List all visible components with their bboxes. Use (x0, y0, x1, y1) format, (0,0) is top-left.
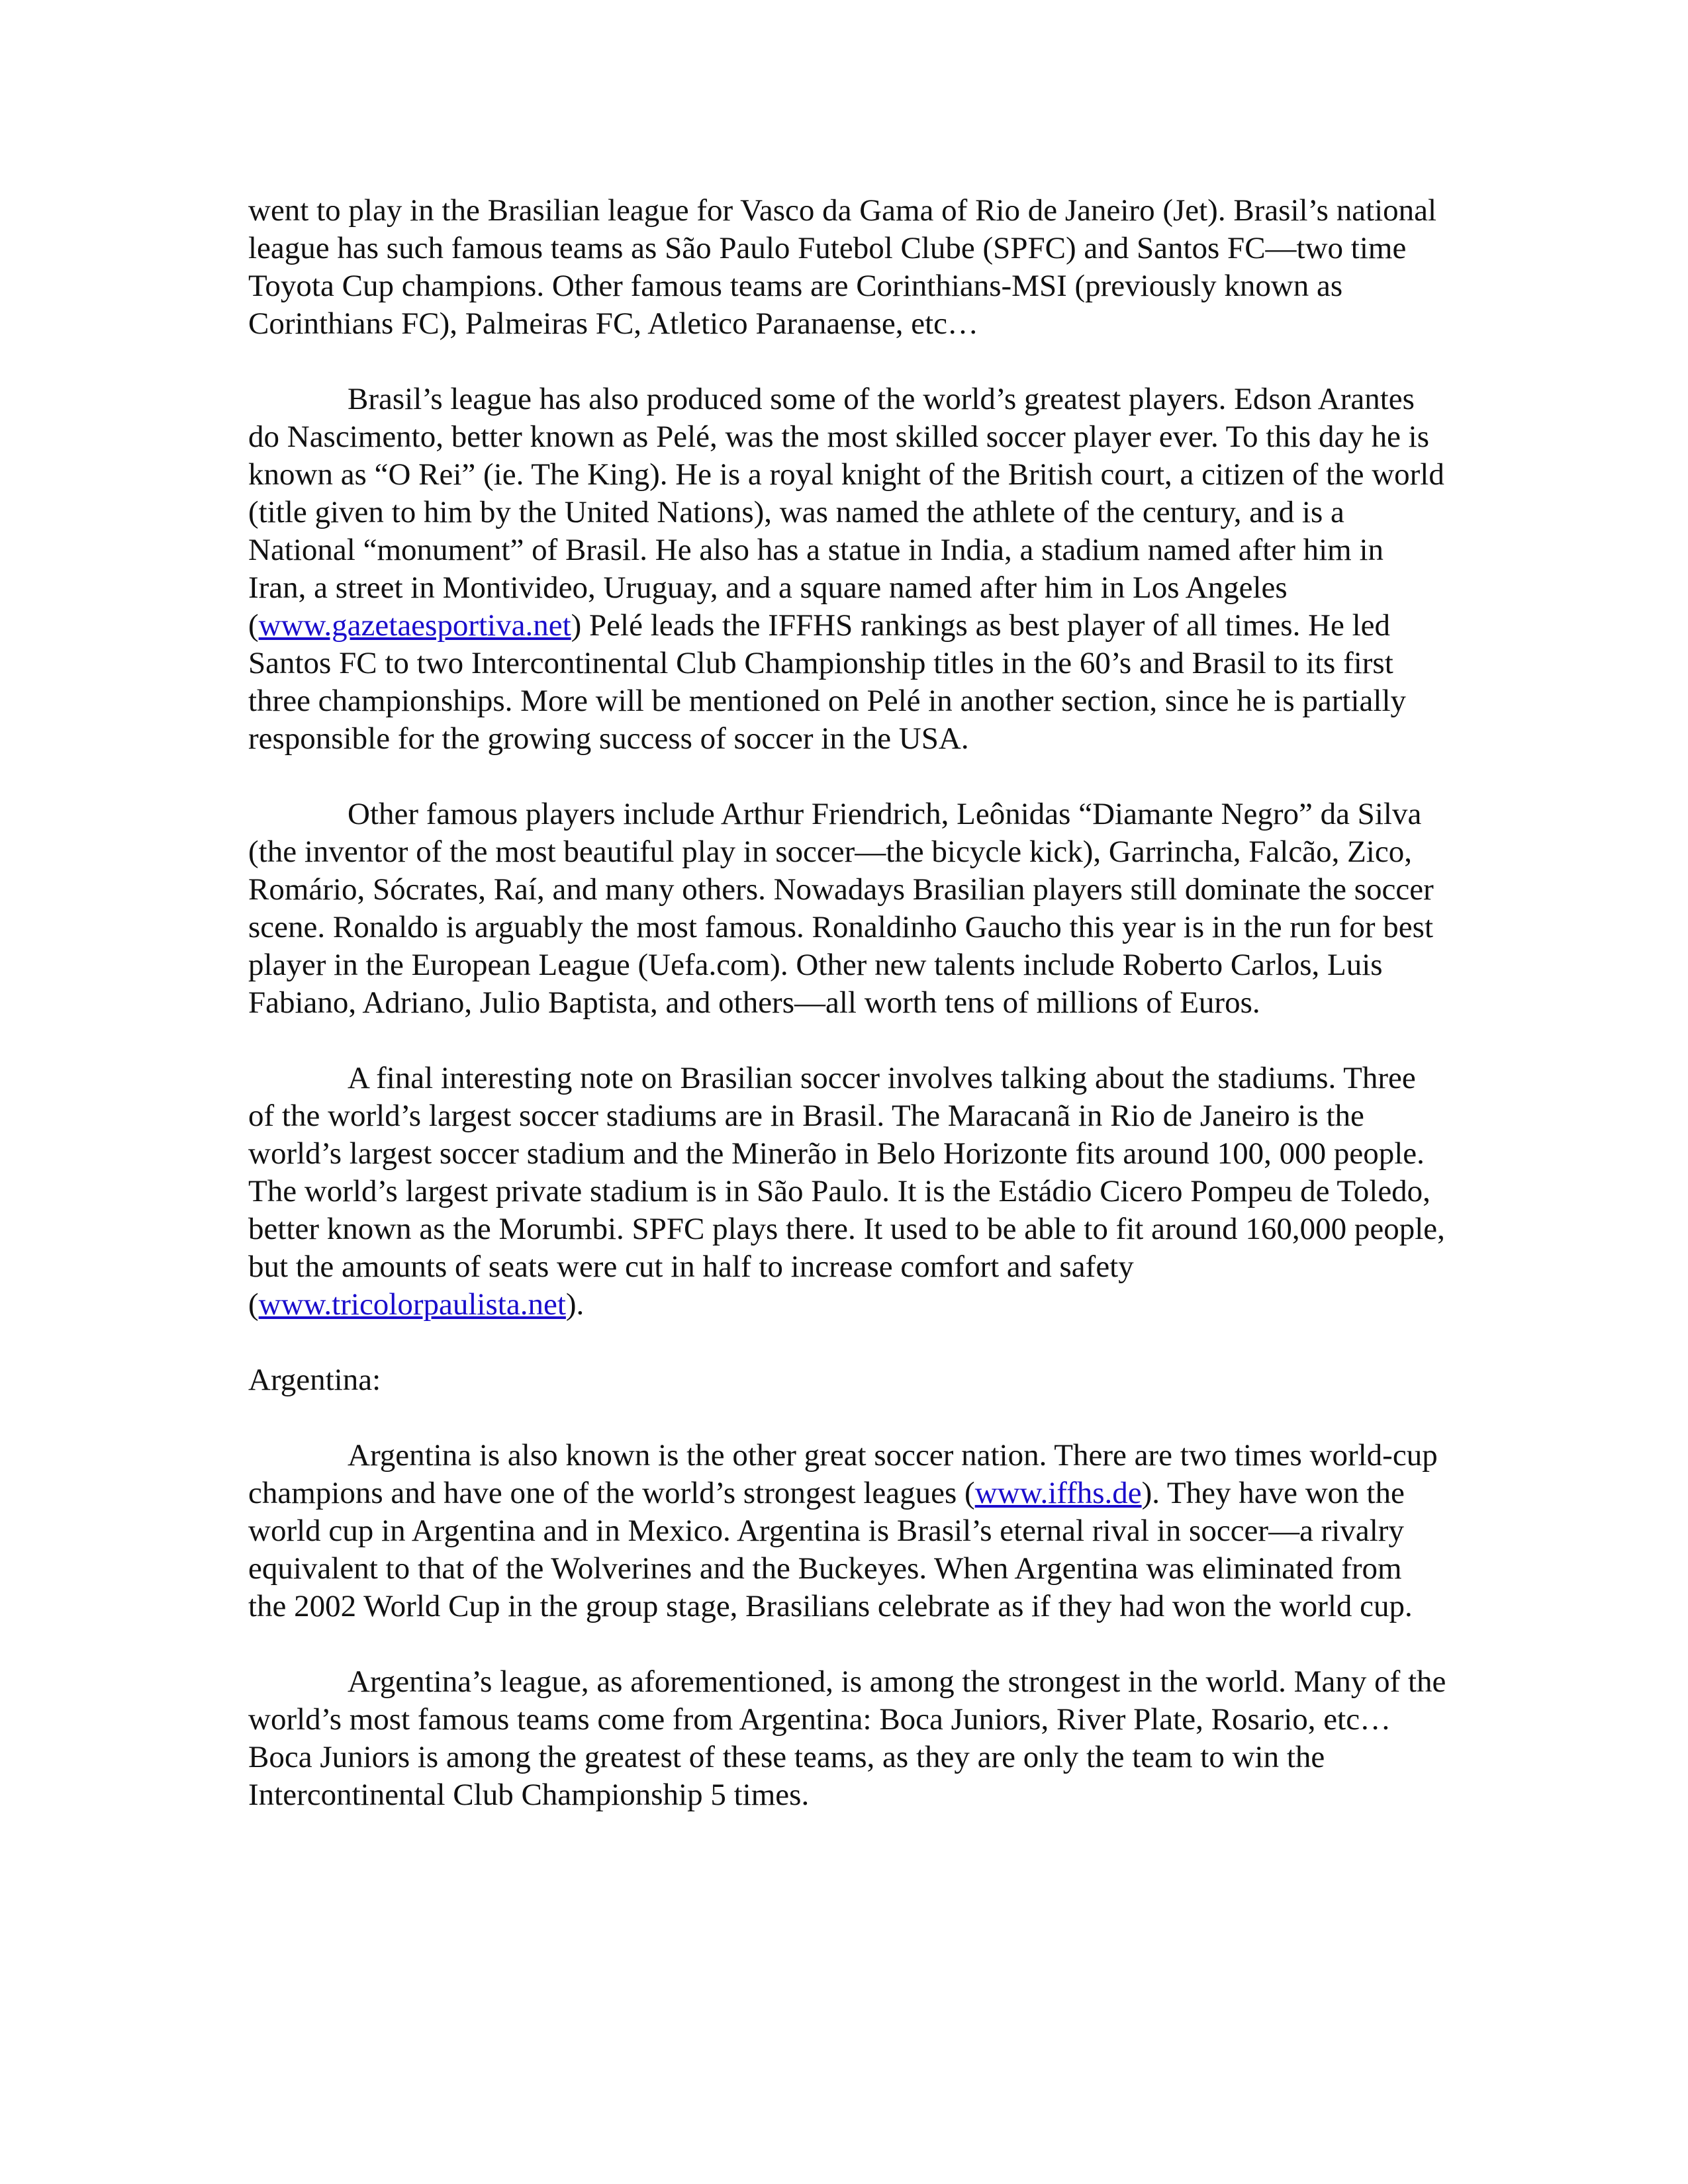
paragraph-text: ) Pelé leads the IFFHS rankings as best player of all times. He led Santos FC to two Intercontinental Club Championship titles in the 60’s and Brasil to its first three championships. More will be mentioned on Pelé in another section, since he is partially responsible for the growing success of soccer in the USA. (248, 608, 1407, 756)
section-heading-argentina: Argentina: (248, 1363, 381, 1397)
paragraph-text: Other famous players include Arthur Friendrich, Leônidas “Diamante Negro” da Silva (the inventor of the most beautiful play in soccer—the bicycle kick), Garrincha, Falcão, Zico, Romário, Sócrates, Raí, and many others. Nowadays Brasilian players still dominate the soccer scene. Ronaldo is arguably the most famous. Ronaldinho Gaucho this year is in the run for best player in the European League (Uefa.com). Other new talents include Roberto Carlos, Luis Fabiano, Adriano, Julio Baptista, and others—all worth tens of millions of Euros. (248, 797, 1434, 1020)
paragraph-text: Argentina is also known is the other great soccer nation. There are two times world-cup champions and have one of the world’s strongest leagues ( (248, 1438, 1438, 1510)
paragraph-text: ). They have won the world cup in Argentina and in Mexico. Argentina is Brasil’s eternal rival in soccer—a rivalry equivalent to that of the Wolverines and the Buckeyes. When Argentina was eliminated from the 2002 World Cup in the group stage, Brasilians celebrate as if they had won the world cup. (248, 1476, 1413, 1623)
paragraph-text: went to play in the Brasilian league for Vasco da Gama of Rio de Janeiro (Jet). Brasil’s national league has such famous teams as São Paulo Futebol Clube (SPFC) and Santos FC—two time Toyota Cup champions. Other famous teams are Corinthians-MSI (previously known as Corinthians FC), Palmeiras FC, Atletico Paranaense, etc… (248, 193, 1437, 341)
paragraph-text: Brasil’s league has also produced some of the world’s greatest players. Edson Arantes do Nascimento, better known as Pelé, was the most skilled soccer player ever. To this day he is known as “O Rei” (ie. The King). He is a royal knight of the British court, a citizen of the world (title given to him by the United Nations), was named the athlete of the century, and is a National “monument” of Brasil. He also has a statue in India, a stadium named after him in Iran, a street in Montivideo, Uruguay, and a square named after him in Los Angeles ( (248, 382, 1444, 643)
paragraph-text: Argentina’s league, as aforementioned, is among the strongest in the world. Many of the world’s most famous teams come from Argentina: Boca Juniors, River Plate, Rosario, etc… Boca Juniors is among the greatest of these teams, as they are only the team to win the Intercontinental Club Championship 5 times. (248, 1664, 1446, 1812)
paragraph-stadiums (248, 1060, 1446, 1324)
paragraph-pele (248, 381, 1446, 758)
paragraph-text: A final interesting note on Brasilian soccer involves talking about the stadiums. Three of the world’s largest soccer stadiums are in Brasil. The Maracanã in Rio de Janeiro is the world’s largest soccer stadium and the Minerão in Belo Horizonte fits around 100, 000 people. The world’s largest private stadium is in São Paulo. It is the Estádio Cicero Pompeu de Toledo, better known as the Morumbi. SPFC plays there. It used to be able to fit around 160,000 people, but the amounts of seats were cut in half to increase comfort and safety ( (248, 1061, 1445, 1322)
link-iffhs[interactable]: www.iffhs.de (974, 1476, 1142, 1510)
paragraph-argentina-nation (248, 1437, 1446, 1625)
paragraph-argentina-league (248, 1663, 1446, 1814)
document-page (248, 192, 1446, 1852)
paragraph-brasil-league-intro (248, 192, 1446, 343)
link-gazetaesportiva[interactable]: www.gazetaesportiva.net (258, 608, 571, 643)
link-tricolorpaulista[interactable]: www.tricolorpaulista.net (258, 1287, 566, 1322)
paragraph-text: ). (565, 1287, 585, 1322)
paragraph-famous-players (248, 796, 1446, 1022)
